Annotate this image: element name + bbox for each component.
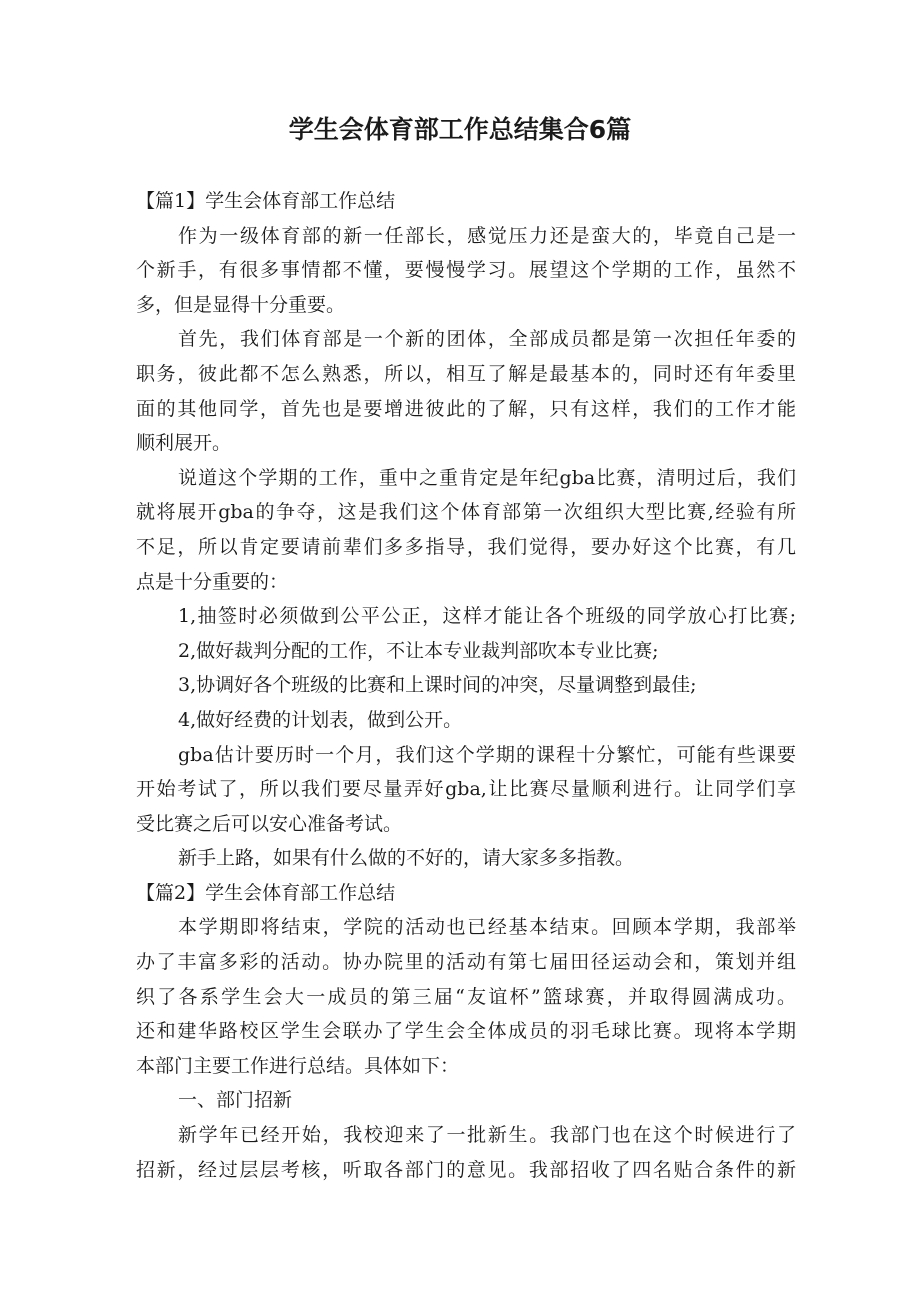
- text-line: 招新，经过层层考核，听取各部门的意见。我部招收了四名贴合条件的新: [136, 1158, 796, 1181]
- text-line: 本部门主要工作进行总结。具体如下：: [136, 1054, 460, 1077]
- text-line: 3,协调好各个班级的比赛和上课时间的冲突，尽量调整到最佳;: [178, 674, 697, 697]
- text-line: 说道这个学期的工作，重中之重肯定是年纪gba比赛，清明过后，我们: [178, 466, 796, 489]
- text-line: 4,做好经费的计划表，做到公开。: [178, 708, 463, 731]
- text-line: 顺利展开。: [136, 432, 232, 455]
- text-line: 多，但是显得十分重要。: [136, 293, 346, 316]
- text-line: 不足，所以肯定要请前辈们多多指导，我们觉得，要办好这个比赛，有几: [136, 535, 796, 558]
- text-line: 就将展开gba的争夺，这是我们这个体育部第一次组织大型比赛,经验有所: [136, 501, 796, 524]
- text-line: 还和建华路校区学生会联办了学生会全体成员的羽毛球比赛。现将本学期: [136, 1020, 796, 1043]
- text-line: 1,抽签时必须做到公平公正，这样才能让各个班级的同学放心打比赛;: [178, 605, 796, 628]
- text-line: 本学期即将结束，学院的活动也已经基本结束。回顾本学期，我部举: [178, 916, 796, 939]
- text-line: 【篇1】学生会体育部工作总结: [136, 190, 396, 212]
- text-line: 办了丰富多彩的活动。协办院里的活动有第七届田径运动会和，策划并组: [136, 951, 796, 974]
- text-line: 开始考试了，所以我们要尽量弄好gba,让比赛尽量顺利进行。让同学们享: [136, 778, 796, 801]
- document-body: [136, 184, 796, 1187]
- text-line: 面的其他同学，首先也是要增进彼此的了解，只有这样，我们的工作才能: [136, 397, 796, 420]
- text-line: 首先，我们体育部是一个新的团体，全部成员都是第一次担任年委的: [178, 328, 796, 351]
- text-line: 新手上路，如果有什么做的不好的，请大家多多指教。: [178, 847, 635, 870]
- text-line: 个新手，有很多事情都不懂，要慢慢学习。展望这个学期的工作，虽然不: [136, 259, 796, 282]
- text-line: gba估计要历时一个月，我们这个学期的课程十分繁忙，可能有些课要: [178, 743, 796, 766]
- text-line: 2,做好裁判分配的工作，不让本专业裁判部吹本专业比赛;: [178, 639, 659, 662]
- text-line: 新学年已经开始，我校迎来了一批新生。我部门也在这个时候进行了: [178, 1124, 796, 1147]
- page-title: 学生会体育部工作总结集合6篇: [288, 115, 632, 144]
- text-line: 一、部门招新: [178, 1089, 293, 1112]
- text-line: 作为一级体育部的新一任部长，感觉压力还是蛮大的，毕竟自己是一: [178, 224, 796, 247]
- text-line: 织了各系学生会大一成员的第三届“友谊杯”篮球赛，并取得圆满成功。: [136, 985, 796, 1008]
- text-line: 【篇2】学生会体育部工作总结: [136, 881, 396, 904]
- text-line: 点是十分重要的：: [136, 570, 289, 593]
- text-line: 职务，彼此都不怎么熟悉，所以，相互了解是最基本的，同时还有年委里: [136, 362, 796, 385]
- text-line: 受比赛之后可以安心准备考试。: [136, 812, 403, 835]
